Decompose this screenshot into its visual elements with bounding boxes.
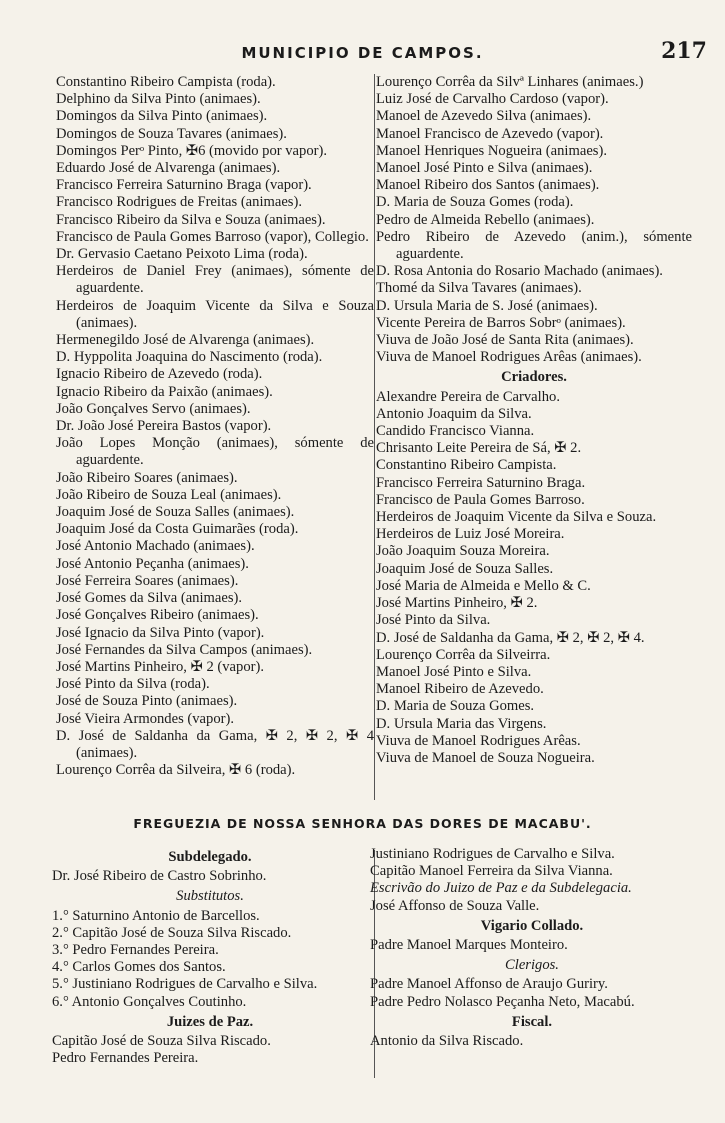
list-item: Ignacio Ribeiro da Paixão (animaes). [56, 383, 273, 400]
list-item: Eduardo José de Alvarenga (animaes). [56, 160, 281, 177]
page-number: 217 [661, 38, 707, 64]
page-header [0, 38, 725, 70]
list-item: Herdeiros de Joaquim Vicente da Silva e Souza (animaes). [56, 297, 374, 331]
list-item: Domingos de Souza Tavares (animaes). [56, 125, 287, 142]
list-item: Padre Manoel Affonso de Araujo Guriry. [370, 976, 608, 993]
list-item: Pedro de Almeida Rebello (animaes). [376, 211, 595, 228]
list-item: José Affonso de Souza Valle. [370, 897, 540, 914]
list-item: 5.° Justiniano Rodrigues de Carvalho e Silva. [52, 976, 318, 993]
list-item: José Fernandes da Silva Campos (animaes). [56, 641, 313, 658]
list-item: José Pinto da Silva. [376, 612, 491, 629]
list-item: D. José de Saldanha da Gama, ✠ 2, ✠ 2, ✠ 4 (animaes). [56, 727, 374, 761]
list-item: Lourenço Corrêa da Silveirra. [376, 646, 551, 663]
list-item: José Vieira Armondes (vapor). [56, 710, 234, 727]
list-item: Capitão Manoel Ferreira da Silva Vianna. [370, 863, 613, 880]
list-item: Herdeiros de Luiz José Moreira. [376, 526, 565, 543]
list-item: Padre Manoel Marques Monteiro. [370, 937, 568, 954]
list-item: Francisco Ferreira Saturnino Braga (vapor). [56, 177, 312, 194]
list-item: José Gomes da Silva (animaes). [56, 590, 243, 607]
list-item: Capitão José de Souza Silva Riscado. [52, 1033, 271, 1050]
list-item: D. Maria de Souza Gomes. [376, 698, 535, 715]
list-item: Dr. João José Pereira Bastos (vapor). [56, 418, 272, 435]
list-item: Manoel José Pinto e Silva. [376, 663, 532, 680]
list-item: Domingos Perᵒ Pinto, ✠6 (movido por vapor). [56, 142, 327, 159]
list-item: D. José de Saldanha da Gama, ✠ 2, ✠ 2, ✠ 4. [376, 629, 645, 646]
list-item: D. Ursula Maria de S. José (animaes). [376, 297, 598, 314]
list-item: Delphino da Silva Pinto (animaes). [56, 91, 261, 108]
heading-vigario-collado: Vigario Collado. [480, 917, 584, 934]
list-item: 4.° Carlos Gomes dos Santos. [52, 959, 226, 976]
running-title: MUNICIPIO DE CAMPOS. [241, 44, 484, 62]
list-item: 6.° Antonio Gonçalves Coutinho. [52, 993, 247, 1010]
list-item: Thomé da Silva Tavares (animaes). [376, 280, 582, 297]
list-item: Constantino Ribeiro Campista (roda). [56, 74, 276, 90]
list-item: João Ribeiro Soares (animaes). [56, 469, 238, 486]
list-item: João Lopes Monção (animaes), sómente de aguardente. [56, 435, 374, 469]
list-item: Manoel Ribeiro dos Santos (animaes). [376, 177, 600, 194]
list-item: Constantino Ribeiro Campista. [376, 457, 557, 474]
list-item: Hermenegildo José de Alvarenga (animaes). [56, 332, 315, 349]
left-column-list [56, 74, 374, 779]
list-item: Manoel Francisco de Azevedo (vapor). [376, 125, 604, 142]
list-item: José Ignacio da Silva Pinto (vapor). [56, 624, 265, 641]
list-item: Francisco Rodrigues de Freitas (animaes). [56, 194, 302, 211]
heading-clerigos: Clerigos. [505, 957, 559, 974]
list-item: Francisco de Paula Gomes Barroso. [376, 491, 585, 508]
list-item: Manoel Henriques Nogueira (animaes). [376, 142, 607, 159]
heading-criadores: Criadores. [501, 369, 567, 386]
heading-subdelegado: Subdelegado. [168, 849, 252, 865]
section-title: FREGUEZIA DE NOSSA SENHORA DAS DORES DE MACABU'. [133, 816, 592, 831]
list-item: Antonio da Silva Riscado. [370, 1033, 524, 1050]
list-item: Manoel de Azevedo Silva (animaes). [376, 108, 592, 125]
list-item: Francisco de Paula Gomes Barroso (vapor), Collegio. [56, 228, 369, 245]
list-item: Candido Francisco Vianna. [376, 423, 535, 440]
list-item: 3.° Pedro Fernandes Pereira. [52, 942, 219, 959]
list-item: Francisco Ferreira Saturnino Braga. [376, 474, 586, 491]
list-item: Pedro Fernandes Pereira. [52, 1050, 199, 1067]
list-item: D. Ursula Maria das Virgens. [376, 715, 547, 732]
list-item: D. Rosa Antonia do Rosario Machado (animaes). [376, 263, 663, 280]
heading-juizes-de-paz: Juizes de Paz. [166, 1013, 254, 1030]
heading-substitutos: Substitutos. [176, 888, 244, 905]
list-item: Pedro Ribeiro de Azevedo (anim.), sómente aguardente. [376, 228, 692, 263]
list-item: Dr. José Ribeiro de Castro Sobrinho. [52, 868, 267, 885]
list-item: Joaquim José de Souza Salles. [376, 560, 554, 577]
list-item: Luiz José de Carvalho Cardoso (vapor). [376, 91, 609, 108]
list-item: Lourenço Corrêa da Silvª Linhares (animaes.) [376, 74, 644, 90]
list-item: José Martins Pinheiro, ✠ 2 (vapor). [56, 658, 264, 675]
list-item: 2.° Capitão José de Souza Silva Riscado. [52, 924, 292, 941]
list-item: José Antonio Machado (animaes). [56, 538, 255, 555]
list-item: D. Maria de Souza Gomes (roda). [376, 194, 574, 211]
list-item: José de Souza Pinto (animaes). [56, 693, 238, 710]
right-column-list [376, 74, 692, 767]
list-item: Alexandre Pereira de Carvalho. [376, 388, 560, 405]
list-item: Viuva de Manoel Rodrigues Arêas. [376, 732, 581, 749]
lower-right-column [370, 846, 694, 1050]
list-item: Herdeiros de Daniel Frey (animaes), sómente de aguardente. [56, 263, 374, 297]
list-item: Ignacio Ribeiro de Azevedo (roda). [56, 366, 263, 383]
list-item: Viuva de Manoel de Souza Nogueira. [376, 749, 595, 766]
list-item: 1.° Saturnino Antonio de Barcellos. [52, 907, 260, 924]
list-item: Herdeiros de Joaquim Vicente da Silva e Souza. [376, 509, 657, 526]
list-item: Manoel Ribeiro de Azevedo. [376, 681, 544, 698]
list-item: Chrisanto Leite Pereira de Sá, ✠ 2. [376, 440, 582, 457]
list-item: José Ferreira Soares (animaes). [56, 572, 239, 589]
column-divider [374, 74, 375, 800]
lower-left-column [52, 846, 368, 1067]
list-item: João Joaquim Souza Moreira. [376, 543, 550, 560]
list-item: Joaquim José da Costa Guimarães (roda). [56, 521, 299, 538]
list-item: Dr. Gervasio Caetano Peixoto Lima (roda). [56, 246, 308, 263]
list-item: José Martins Pinheiro, ✠ 2. [376, 595, 538, 612]
list-item: Justiniano Rodrigues de Carvalho e Silva. [370, 846, 615, 862]
list-item: José Antonio Peçanha (animaes). [56, 555, 249, 572]
list-item: Lourenço Corrêa da Silveira, ✠ 6 (roda). [56, 762, 296, 779]
list-item: José Pinto da Silva (roda). [56, 676, 210, 693]
list-item: Vicente Pereira de Barros Sobrᵒ (animaes). [376, 314, 626, 331]
list-item: João Ribeiro de Souza Leal (animaes). [56, 486, 282, 503]
list-item: Domingos da Silva Pinto (animaes). [56, 108, 268, 125]
heading-fiscal: Fiscal. [511, 1013, 553, 1030]
list-item: Antonio Joaquim da Silva. [376, 405, 532, 422]
list-item: João Gonçalves Servo (animaes). [56, 400, 251, 417]
list-item: José Gonçalves Ribeiro (animaes). [56, 607, 259, 624]
list-item: Manoel José Pinto e Silva (animaes). [376, 160, 593, 177]
list-item: Francisco Ribeiro da Silva e Souza (animaes). [56, 211, 326, 228]
list-item: D. Hyppolita Joaquina do Nascimento (roda). [56, 349, 323, 366]
list-item: Joaquim José de Souza Salles (animaes). [56, 504, 295, 521]
heading-escrivao: Escrivão do Juizo de Paz e da Subdelegacia. [370, 880, 632, 897]
list-item: José Maria de Almeida e Mello & C. [376, 577, 591, 594]
list-item: Viuva de João José de Santa Rita (animaes). [376, 332, 634, 349]
list-item: Viuva de Manoel Rodrigues Arêas (animaes). [376, 349, 642, 366]
list-item: Padre Pedro Nolasco Peçanha Neto, Macabú. [370, 993, 635, 1010]
